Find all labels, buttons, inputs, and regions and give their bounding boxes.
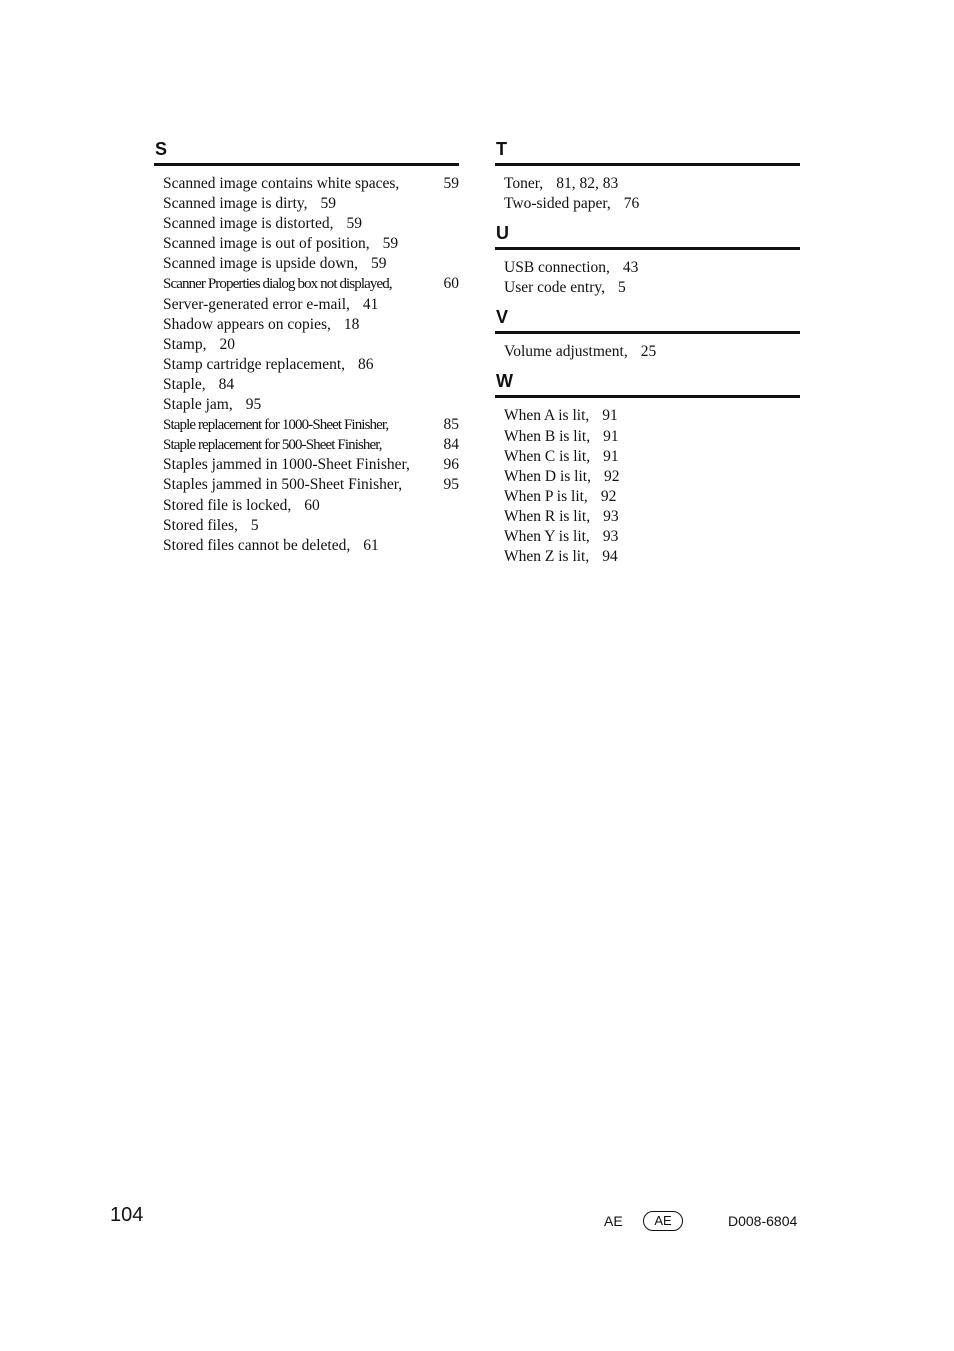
entry-term: When P is lit, — [504, 487, 588, 505]
entry-term: Stored file is locked, — [163, 496, 292, 514]
index-entry — [163, 234, 459, 254]
entry-term: Volume adjustment, — [504, 343, 628, 361]
entry-page: 84 — [443, 436, 459, 454]
entry-page: 94 — [602, 548, 618, 566]
entry-term: When Y is lit, — [504, 528, 590, 546]
index-entry — [163, 455, 459, 475]
entry-page: 59 — [346, 215, 362, 233]
entry-page: 18 — [343, 315, 360, 333]
entry-term: When A is lit, — [504, 407, 590, 425]
entry-page: 95 — [443, 476, 459, 494]
entry-term: Server-generated error e-mail, — [163, 295, 350, 313]
index-entry — [163, 295, 459, 315]
index-entry — [504, 406, 800, 426]
entry-page: 59 — [443, 175, 459, 192]
section-letter: W — [495, 370, 800, 398]
entry-term: Two-sided paper, — [504, 195, 611, 213]
entry-page: 43 — [622, 259, 639, 277]
entry-term: When C is lit, — [504, 447, 591, 465]
entry-term: Scanner Properties dialog box not displayed, — [163, 276, 392, 293]
entry-list — [495, 398, 800, 567]
entry-page: 86 — [358, 355, 374, 373]
index-entry — [504, 258, 800, 278]
entry-term: Shadow appears on copies, — [163, 315, 331, 333]
document-code: D008-6804 — [728, 1213, 798, 1229]
region-label: AE — [604, 1213, 623, 1229]
entry-term: Scanned image is dirty, — [163, 195, 308, 213]
section-letter: S — [154, 138, 459, 166]
index-entry — [163, 536, 459, 556]
entry-term: When Z is lit, — [504, 548, 590, 566]
entry-term: When B is lit, — [504, 427, 591, 445]
entry-term: Scanned image is upside down, — [163, 255, 359, 273]
entry-term: Scanned image contains white spaces, — [163, 175, 400, 192]
index-column-left — [154, 138, 459, 564]
entry-page: 92 — [600, 487, 617, 505]
entry-term: Staple replacement for 500-Sheet Finisher, — [163, 437, 382, 454]
entry-page: 20 — [219, 335, 235, 353]
index-entry — [504, 427, 800, 447]
entry-page: 41 — [362, 295, 379, 313]
entry-page: 59 — [382, 235, 399, 253]
entry-page: 61 — [363, 536, 379, 554]
entry-term: Toner, — [504, 175, 544, 192]
entry-page: 84 — [218, 375, 235, 393]
entry-term: Scanned image is out of position, — [163, 235, 370, 253]
section-letter: V — [495, 306, 800, 334]
index-entry — [504, 174, 800, 194]
page-number: 104 — [110, 1204, 144, 1226]
entry-page: 96 — [443, 456, 459, 474]
entry-page: 81, 82, 83 — [556, 175, 619, 192]
index-entry — [163, 355, 459, 375]
entry-page: 85 — [443, 416, 459, 434]
entry-list — [495, 334, 800, 362]
entry-page: 93 — [602, 528, 619, 546]
entry-page: 76 — [623, 195, 640, 213]
entry-page: 93 — [603, 507, 619, 525]
index-entry — [504, 507, 800, 527]
entry-page: 60 — [443, 275, 459, 293]
entry-page: 25 — [640, 343, 657, 361]
index-entry — [163, 415, 459, 435]
entry-term: Stored files, — [163, 516, 238, 534]
index-entry — [504, 467, 800, 487]
index-entry — [163, 254, 459, 274]
index-entry — [504, 527, 800, 547]
index-entry — [504, 342, 800, 362]
page-footer — [0, 1204, 954, 1244]
entry-term: User code entry, — [504, 279, 605, 297]
region-badge: AE — [643, 1211, 683, 1231]
index-entry — [163, 174, 459, 194]
index-entry — [163, 496, 459, 516]
index-entry — [163, 395, 459, 415]
index-entry — [504, 547, 800, 567]
index-entry — [163, 274, 459, 294]
entry-page: 59 — [371, 255, 387, 273]
index-entry — [163, 475, 459, 495]
index-entry — [163, 214, 459, 234]
index-entry — [163, 315, 459, 335]
entry-term: Stamp cartridge replacement, — [163, 355, 346, 373]
entry-term: Scanned image is distorted, — [163, 215, 334, 233]
entry-page: 91 — [603, 427, 619, 445]
entry-page: 60 — [304, 496, 320, 514]
index-entry — [504, 487, 800, 507]
entry-term: Staple replacement for 1000-Sheet Finisher, — [163, 417, 389, 434]
entry-term: USB connection, — [504, 259, 610, 277]
entry-term: Staple, — [163, 375, 206, 393]
entry-page: 91 — [603, 447, 619, 465]
index-section-t — [495, 138, 800, 214]
index-entry — [163, 375, 459, 395]
entry-term: Staples jammed in 500-Sheet Finisher, — [163, 476, 403, 494]
index-section-v — [495, 306, 800, 362]
entry-list — [154, 166, 459, 556]
entry-page: 95 — [245, 396, 262, 414]
index-column-right — [495, 138, 800, 575]
entry-page: 5 — [618, 279, 626, 297]
index-entry — [504, 278, 800, 298]
index-entry — [504, 447, 800, 467]
index-section-u — [495, 222, 800, 298]
entry-term: Staple jam, — [163, 396, 233, 414]
index-section-w — [495, 370, 800, 567]
index-entry — [163, 516, 459, 536]
section-letter: T — [495, 138, 800, 166]
entry-term: Stored files cannot be deleted, — [163, 536, 351, 554]
entry-term: When R is lit, — [504, 507, 591, 525]
entry-page: 92 — [603, 467, 620, 485]
index-entry — [163, 194, 459, 214]
entry-page: 5 — [250, 516, 259, 534]
index-section-s — [154, 138, 459, 556]
entry-list — [495, 166, 800, 214]
index-entry — [163, 335, 459, 355]
entry-term: When D is lit, — [504, 467, 591, 485]
entry-page: 59 — [320, 195, 336, 213]
section-letter: U — [495, 222, 800, 250]
entry-page: 91 — [602, 407, 618, 425]
index-entry — [163, 435, 459, 455]
entry-term: Stamp, — [163, 335, 207, 353]
entry-list — [495, 250, 800, 298]
index-entry — [504, 194, 800, 214]
entry-term: Staples jammed in 1000-Sheet Finisher, — [163, 456, 410, 474]
